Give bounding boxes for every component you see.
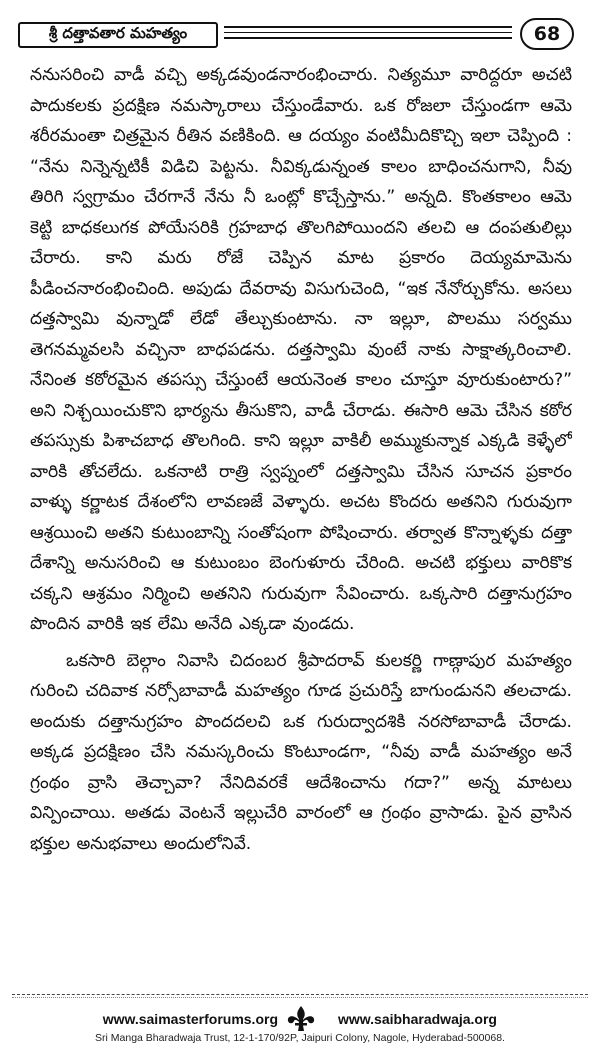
- paragraph-1: ననుసరించి వాడీ వచ్చి అక్కడవుండనారంభించారు. నిత్యమూ వారిద్దరూ అచటి పాదుకలకు ప్రదక్షిణ నమస్కారాలు చేస్తుండేవారు. ఒక రోజలా చేస్తుండగా ఆమె శరీరమంతా చిత్రమైన రీతిన వణికింది. ఆ దయ్యం వంటిమీదికొచ్చి ఇలా చెప్పింది : “నేను నిన్నెన్నటికీ విడిచి పెట్టను. నీవిక్కడున్నంత కాలం బాధించనుగాని, నీవు తిరిగి స్వగ్రామం చేరగానే నేను నీ ఒంట్లో కొచ్చేస్తాను.” అన్నది. కొంతకాలం ఆమె కెట్టి బాధకలుగక పోయేసరికి గ్రహబాధ తొలగిపోయిందని తలచి ఆ దంపతులిల్లు చేరారు. కాని మరు రోజే చెప్పిన మాట ప్రకారం దెయ్యమామెను పీడించనారంభించింది. అపుడు దేవరావు విసుగుచెంది, “ఇక నేనోర్చుకోను. అసలు దత్తస్వామి వున్నాడో లేడో తేల్చుకుంటాను. నా ఇల్లూ, పొలము సర్వము తెగనమ్మవలసి వచ్చినా బాధపడను. దత్తస్వామి వుంటే నాకు సాక్షాత్కరించాలి. నేనింత కఠోరమైన తపస్సు చేస్తుంటే ఆయనెంత కాలం చూస్తూ వూరుకుంటారు?” అని నిశ్చయించుకొని భార్యను తీసుకొని, వాడీ చేరాడు. ఈసారి ఆమె చేసిన కఠోర తపస్సుకు పిశాచబాధ తొలగింది. కాని ఇల్లూ వాకిలీ అమ్ముకున్నాక ఎక్కడి కెళ్ళేలో వారికి తోచలేదు. ఒకనాటి రాత్రి స్వప్నంలో దత్తస్వామి చేసిన సూచన ప్రకారం వాళ్ళు కర్ణాటక దేశంలోని లావణజే వెళ్ళారు. అచట కొందరు అతనిని గురువుగా ఆశ్రయించి అతని కుటుంబాన్ని సంతోషంగా పోషించారు. తర్వాత కొన్నాళ్ళకు దత్తా దేశాన్ని అనుసరించి ఆ కుటుంబం బెంగుళూరు చేరింది. అచటి భక్తులు వారికొక చక్కని ఆశ్రమం నిర్మించి అతనిని గురువుగా సేవించారు. ఒక్కసారి దత్తానుగ్రహం పొందిన వారికి ఇక లేమి అనేది ఎక్కడా వుండదు.: [30, 65, 572, 634]
- paragraph-2: ఒకసారి బెల్గాం నివాసి చిదంబర శ్రీపాదరావ్ కులకర్ణి గాణ్గాపుర మహత్యం గురించి చదివాక నర్సోబావాడీ మహత్యం గూడ ప్రచురిస్తే బాగుండునని తలచాడు. అందుకు దత్తానుగ్రహం పొందదలచి ఒక గురుద్వాదశికి నరసోబావాడీ చేరాడు. అక్కడ ప్రదక్షిణం చేసి నమస్కరించు కొంటూండగా, “నీవు వాడీ మహత్యం అనే గ్రంథం వ్రాసి తెచ్చావా? నేనిదివరకే ఆదేశించాను గదా?” అన్న మాటలు విన్పించాయి. అతడు వెంటనే ఇల్లుచేరి వారంలో ఆ గ్రంథం వ్రాసాడు. పైన వ్రాసిన భక్తుల అనుభవాలు అందులోనివే.: [30, 650, 572, 854]
- page-footer: [0, 1008, 600, 1052]
- header-rule-lines: [224, 26, 512, 46]
- book-title-text: శ్రీ దత్తావతార మహత్యం: [48, 24, 188, 42]
- footer-divider: [12, 994, 588, 995]
- page-number: 68: [520, 18, 574, 50]
- footer-trust-address: Sri Manga Bharadwaja Trust, 12-1-170/92P, Jaipuri Colony, Nagole, Hyderabad-500068.: [95, 1032, 505, 1044]
- fleur-de-lis-icon: [284, 1004, 318, 1034]
- page-body: [30, 60, 572, 990]
- footer-divider-dotted: [12, 997, 588, 998]
- page-header: [18, 18, 574, 54]
- book-title: [18, 22, 218, 48]
- footer-url-left[interactable]: www.saimasterforums.org: [102, 1011, 278, 1027]
- footer-url-right[interactable]: www.saibharadwaja.org: [338, 1011, 497, 1027]
